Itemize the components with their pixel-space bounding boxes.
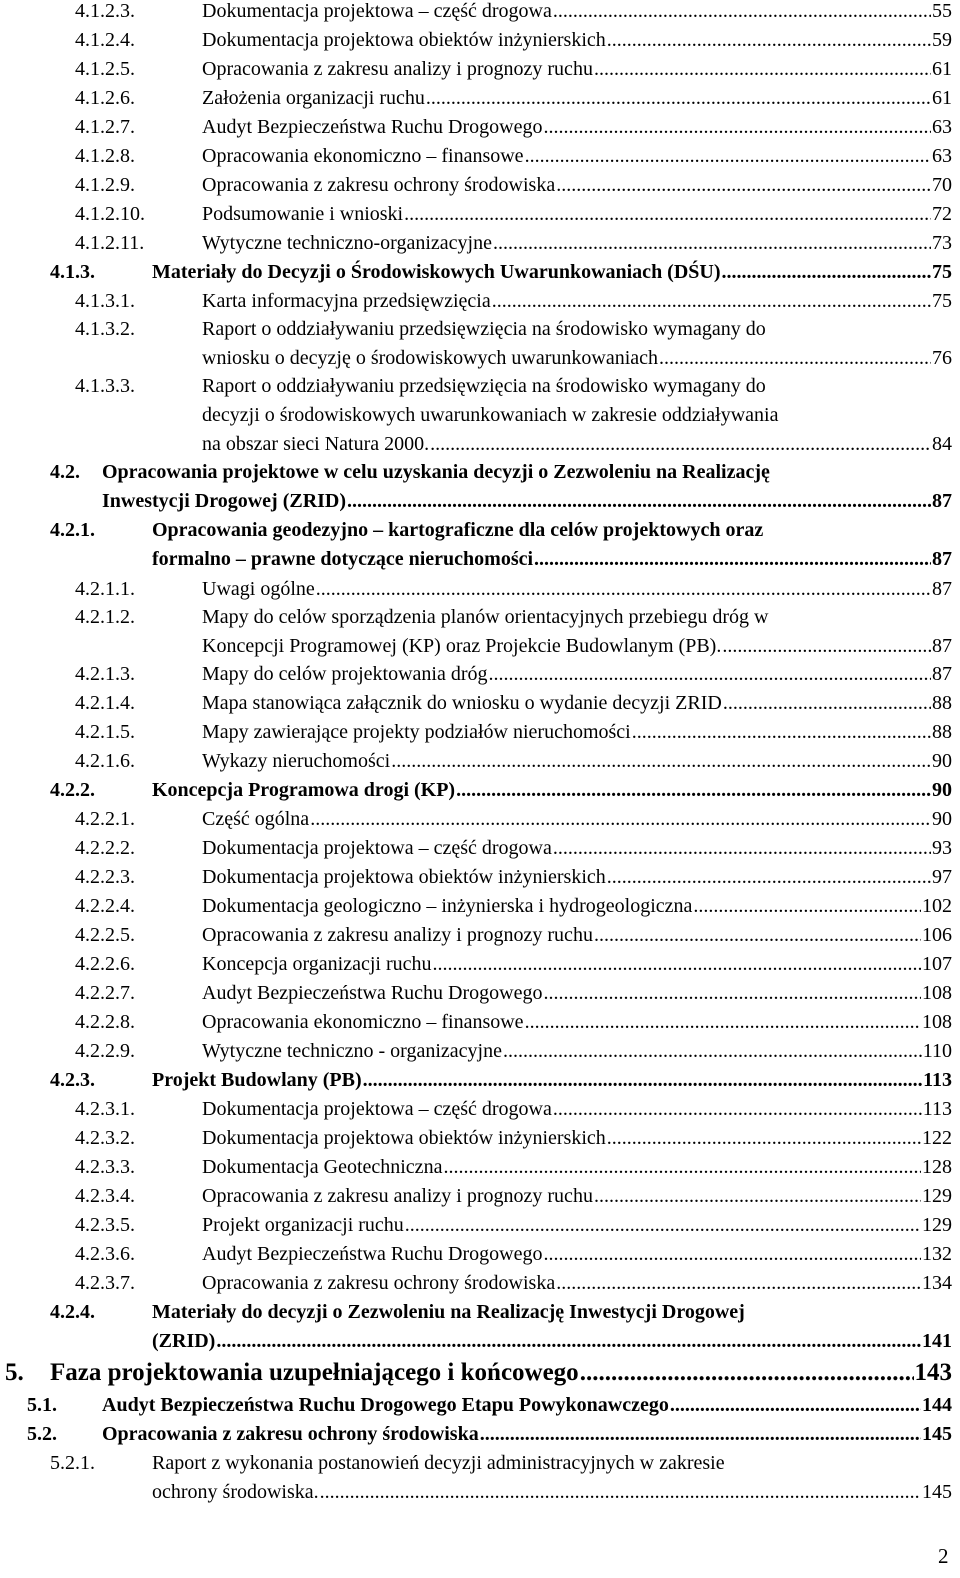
toc-entry-number: 4.2.1.6. <box>75 750 135 772</box>
toc-entry-number: 4.2.4. <box>50 1301 95 1323</box>
toc-entry-page: 75 <box>932 261 952 283</box>
dot-leader <box>543 1243 921 1266</box>
dot-leader <box>580 1359 914 1387</box>
toc-entry-page: 84 <box>932 433 952 455</box>
toc-entry-number: 4.2.3. <box>50 1069 95 1091</box>
toc-entry-number: 4.1.2.9. <box>75 174 135 196</box>
toc-entry-title: Materiały do decyzji o Zezwoleniu na Realizację Inwestycji Drogowej <box>152 1301 745 1323</box>
toc-entry-title: Mapy zawierające projekty podziałów nieruchomości <box>202 721 631 743</box>
toc-entry-title: Dokumentacja projektowa obiektów inżynierskich <box>202 866 606 888</box>
toc-entry-page: 107 <box>922 953 952 975</box>
dot-leader <box>722 635 931 658</box>
toc-entry-number: 4.1.3.2. <box>75 318 135 340</box>
toc-entry-page: 145 <box>922 1423 952 1445</box>
toc-entry-title: Część ogólna <box>202 808 310 830</box>
toc-entry-title: Audyt Bezpieczeństwa Ruchu Drogowego Etapu Powykonawczego <box>102 1394 669 1416</box>
toc-entry-page: 63 <box>932 116 952 138</box>
toc-entry-number: 4.2.2. <box>50 779 95 801</box>
toc-entry-number: 4.1.2.4. <box>75 29 135 51</box>
dot-leader <box>607 29 931 52</box>
dot-leader <box>316 578 931 601</box>
toc-entry-title: Faza projektowania uzupełniającego i końcowego <box>50 1359 579 1386</box>
dot-leader <box>503 1040 922 1063</box>
toc-entry-title: Koncepcja Programowa drogi (KP) <box>152 779 456 801</box>
toc-entry-page: 113 <box>923 1069 952 1091</box>
dot-leader <box>492 290 931 313</box>
toc-entry-number: 4.1.3.1. <box>75 290 135 312</box>
toc-entry-title: Dokumentacja geologiczno – inżynierska i hydrogeologiczna <box>202 895 693 917</box>
toc-entry-page: 90 <box>932 750 952 772</box>
toc-entry-number: 5. <box>5 1359 24 1386</box>
dot-leader <box>391 750 931 773</box>
toc-entry-page: 76 <box>932 347 952 369</box>
dot-leader <box>310 808 931 831</box>
toc-entry-title: Opracowania ekonomiczno – finansowe <box>202 145 524 167</box>
toc-entry-title: ochrony środowiska. <box>152 1481 319 1503</box>
dot-leader <box>594 58 931 81</box>
toc-entry-number: 4.1.2.11. <box>75 232 145 254</box>
toc-entry-title: Raport o oddziaływaniu przedsięwzięcia na środowisko wymagany do <box>202 375 766 397</box>
toc-entry-page: 87 <box>932 578 952 600</box>
toc-entry-page: 93 <box>932 837 952 859</box>
toc-entry-title: Mapy do celów projektowania dróg <box>202 663 488 685</box>
toc-entry-title: na obszar sieci Natura 2000. <box>202 433 430 455</box>
toc-entry-title: Opracowania z zakresu ochrony środowiska <box>202 174 556 196</box>
dot-leader <box>553 837 931 860</box>
toc-entry-number: 4.1.2.3. <box>75 0 135 22</box>
dot-leader <box>488 663 931 686</box>
dot-leader <box>594 1185 921 1208</box>
toc-entry-page: 128 <box>922 1156 952 1178</box>
dot-leader <box>404 203 931 226</box>
toc-entry-number: 4.2.3.5. <box>75 1214 135 1236</box>
toc-entry-title: Raport o oddziaływaniu przedsięwzięcia na środowisko wymagany do <box>202 318 766 340</box>
toc-entry-number: 5.1. <box>27 1394 57 1416</box>
toc-entry-title: Opracowania projektowe w celu uzyskania decyzji o Zezwoleniu na Realizację <box>102 461 770 483</box>
toc-entry-title: decyzji o środowiskowych uwarunkowaniach w zakresie oddziaływania <box>202 404 779 426</box>
dot-leader <box>525 1011 921 1034</box>
dot-leader <box>363 1069 922 1092</box>
toc-entry-page: 141 <box>922 1330 952 1352</box>
toc-entry-title: Opracowania z zakresu analizy i prognozy ruchu <box>202 924 593 946</box>
toc-entry-page: 144 <box>922 1394 952 1416</box>
toc-entry-number: 4.2.3.1. <box>75 1098 135 1120</box>
dot-leader <box>553 1098 922 1121</box>
toc-entry-number: 4.2.2.2. <box>75 837 135 859</box>
dot-leader <box>430 433 931 456</box>
toc-entry-title: Materiały do Decyzji o Środowiskowych Uwarunkowaniach (DŚU) <box>152 261 721 283</box>
toc-entry-number: 4.1.2.5. <box>75 58 135 80</box>
toc-entry-title: Założenia organizacji ruchu <box>202 87 425 109</box>
dot-leader <box>607 1127 921 1150</box>
dot-leader <box>659 347 931 370</box>
toc-entry-title: Dokumentacja projektowa – część drogowa <box>202 0 552 22</box>
toc-entry-title: Opracowania z zakresu ochrony środowiska <box>102 1423 479 1445</box>
toc-entry-page: 108 <box>922 1011 952 1033</box>
toc-entry-title: Projekt Budowlany (PB) <box>152 1069 362 1091</box>
toc-entry-title: Dokumentacja projektowa obiektów inżynierskich <box>202 29 606 51</box>
toc-entry-number: 4.1.3. <box>50 261 95 283</box>
toc-entry-title: Dokumentacja Geotechniczna <box>202 1156 443 1178</box>
toc-entry-page: 61 <box>932 87 952 109</box>
toc-entry-page: 87 <box>932 548 952 570</box>
toc-entry-page: 70 <box>932 174 952 196</box>
toc-entry-page: 90 <box>932 808 952 830</box>
toc-entry-page: 108 <box>922 982 952 1004</box>
toc-entry-number: 4.1.2.7. <box>75 116 135 138</box>
toc-entry-title: Dokumentacja projektowa obiektów inżynierskich <box>202 1127 606 1149</box>
toc-entry-title: Wytyczne techniczno - organizacyjne <box>202 1040 502 1062</box>
toc-entry-page: 61 <box>932 58 952 80</box>
toc-entry-page: 55 <box>932 0 952 22</box>
dot-leader <box>433 953 921 976</box>
toc-entry-title: Dokumentacja projektowa – część drogowa <box>202 1098 552 1120</box>
dot-leader <box>347 490 931 513</box>
toc-entry-page: 72 <box>932 203 952 225</box>
toc-entry-title: formalno – prawne dotyczące nieruchomości <box>152 548 534 570</box>
toc-entry-title: Mapy do celów sporządzenia planów orientacyjnych przebiegu dróg w <box>202 606 769 628</box>
toc-entry-number: 4.2.1. <box>50 519 95 541</box>
toc-entry-title: Opracowania z zakresu analizy i prognozy ruchu <box>202 1185 593 1207</box>
toc-entry-number: 4.1.3.3. <box>75 375 135 397</box>
toc-entry-page: 88 <box>932 692 952 714</box>
toc-entry-number: 4.2.2.6. <box>75 953 135 975</box>
dot-leader <box>556 174 931 197</box>
toc-entry-title: Mapa stanowiąca załącznik do wniosku o wydanie decyzji ZRID <box>202 692 722 714</box>
toc-entry-title: Inwestycji Drogowej (ZRID) <box>102 490 347 512</box>
toc-entry-page: 73 <box>932 232 952 254</box>
toc-entry-number: 5.2. <box>27 1423 57 1445</box>
toc-entry-number: 4.2.1.5. <box>75 721 135 743</box>
toc-entry-number: 4.2.1.3. <box>75 663 135 685</box>
toc-entry-title: Projekt organizacji ruchu <box>202 1214 404 1236</box>
dot-leader <box>722 261 931 284</box>
dot-leader <box>594 924 921 947</box>
toc-entry-title: Audyt Bezpieczeństwa Ruchu Drogowego <box>202 982 543 1004</box>
toc-entry-number: 4.2.2.5. <box>75 924 135 946</box>
dot-leader <box>493 232 931 255</box>
toc-entry-number: 4.2.2.9. <box>75 1040 135 1062</box>
toc-entry-page: 63 <box>932 145 952 167</box>
toc-entry-number: 5.2.1. <box>50 1452 95 1474</box>
toc-entry-page: 129 <box>922 1185 952 1207</box>
toc-entry-page: 145 <box>922 1481 952 1503</box>
toc-entry-page: 87 <box>932 663 952 685</box>
dot-leader <box>670 1394 921 1417</box>
toc-entry-page: 87 <box>932 490 952 512</box>
toc-entry-number: 4.1.2.8. <box>75 145 135 167</box>
toc-entry-title: Wykazy nieruchomości <box>202 750 391 772</box>
dot-leader <box>693 895 921 918</box>
toc-entry-page: 75 <box>932 290 952 312</box>
dot-leader <box>556 1272 921 1295</box>
toc-entry-title: Koncepcji Programowej (KP) oraz Projekcie Budowlanym (PB). <box>202 635 722 657</box>
toc-entry-title: Uwagi ogólne <box>202 578 315 600</box>
dot-leader <box>456 779 931 802</box>
toc-entry-title: Audyt Bezpieczeństwa Ruchu Drogowego <box>202 1243 543 1265</box>
toc-entry-title: Koncepcja organizacji ruchu <box>202 953 432 975</box>
dot-leader <box>534 548 931 571</box>
toc-entry-title: Audyt Bezpieczeństwa Ruchu Drogowego <box>202 116 543 138</box>
toc-entry-title: (ZRID) <box>152 1330 216 1352</box>
toc-entry-title: wniosku o decyzję o środowiskowych uwarunkowaniach <box>202 347 659 369</box>
toc-entry-page: 59 <box>932 29 952 51</box>
toc-entry-number: 4.1.2.6. <box>75 87 135 109</box>
toc-entry-page: 113 <box>922 1098 952 1120</box>
toc-entry-number: 4.2.3.6. <box>75 1243 135 1265</box>
dot-leader <box>607 866 931 889</box>
toc-entry-page: 110 <box>922 1040 952 1062</box>
page-number: 2 <box>938 1544 949 1568</box>
dot-leader <box>426 87 931 110</box>
toc-entry-number: 4.2.2.1. <box>75 808 135 830</box>
toc-entry-title: Opracowania geodezyjno – kartograficzne dla celów projektowych oraz <box>152 519 764 541</box>
toc-entry-number: 4.2.1.4. <box>75 692 135 714</box>
toc-entry-page: 106 <box>922 924 952 946</box>
dot-leader <box>553 0 931 23</box>
dot-leader <box>543 982 921 1005</box>
toc-entry-page: 134 <box>922 1272 952 1294</box>
toc-entry-title: Opracowania z zakresu analizy i prognozy ruchu <box>202 58 593 80</box>
dot-leader <box>723 692 931 715</box>
toc-entry-page: 87 <box>932 635 952 657</box>
dot-leader <box>543 116 931 139</box>
toc-entry-page: 132 <box>922 1243 952 1265</box>
toc-entry-number: 4.2.2.4. <box>75 895 135 917</box>
dot-leader <box>632 721 931 744</box>
toc-entry-page: 122 <box>922 1127 952 1149</box>
dot-leader <box>320 1481 921 1504</box>
toc-entry-page: 90 <box>932 779 952 801</box>
toc-entry-title: Karta informacyjna przedsięwzięcia <box>202 290 491 312</box>
toc-entry-number: 4.2.3.2. <box>75 1127 135 1149</box>
toc-entry-number: 4.2.1.2. <box>75 606 135 628</box>
dot-leader <box>216 1330 921 1353</box>
toc-entry-page: 143 <box>914 1359 952 1386</box>
toc-entry-number: 4.1.2.10. <box>75 203 145 225</box>
toc-entry-number: 4.2.3.7. <box>75 1272 135 1294</box>
toc-entry-number: 4.2.2.7. <box>75 982 135 1004</box>
toc-entry-title: Opracowania ekonomiczno – finansowe <box>202 1011 524 1033</box>
toc-entry-title: Raport z wykonania postanowień decyzji administracyjnych w zakresie <box>152 1452 725 1474</box>
toc-entry-page: 129 <box>922 1214 952 1236</box>
toc-entry-page: 102 <box>922 895 952 917</box>
toc-entry-page: 97 <box>932 866 952 888</box>
dot-leader <box>525 145 931 168</box>
toc-entry-title: Dokumentacja projektowa – część drogowa <box>202 837 552 859</box>
dot-leader <box>443 1156 921 1179</box>
dot-leader <box>405 1214 921 1237</box>
toc-entry-number: 4.2.2.3. <box>75 866 135 888</box>
toc-entry-number: 4.2.3.3. <box>75 1156 135 1178</box>
toc-entry-number: 4.2.3.4. <box>75 1185 135 1207</box>
toc-entry-title: Opracowania z zakresu ochrony środowiska <box>202 1272 556 1294</box>
toc-entry-title: Podsumowanie i wnioski <box>202 203 404 225</box>
toc-entry-page: 88 <box>932 721 952 743</box>
toc-entry-number: 4.2. <box>50 461 80 483</box>
toc-entry-number: 4.2.1.1. <box>75 578 135 600</box>
toc-entry-number: 4.2.2.8. <box>75 1011 135 1033</box>
toc-entry-title: Wytyczne techniczno-organizacyjne <box>202 232 492 254</box>
dot-leader <box>480 1423 921 1446</box>
